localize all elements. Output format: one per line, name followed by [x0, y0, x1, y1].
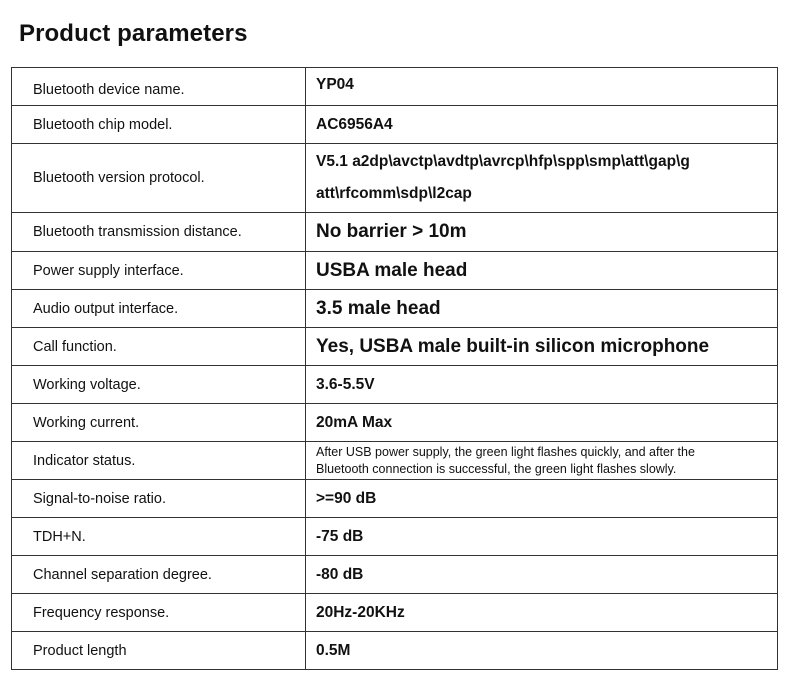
param-value-line-1: After USB power supply, the green light flashes quickly, and after the: [316, 444, 695, 459]
param-value-text: YP04: [316, 76, 354, 93]
param-value-text: AC6956A4: [316, 115, 393, 133]
table-row: [12, 366, 778, 404]
page-title: Product parameters: [19, 20, 248, 47]
param-value-text: USBA male head: [316, 259, 468, 281]
param-value: [306, 556, 778, 594]
param-value-text: -75 dB: [316, 527, 364, 545]
param-label: Bluetooth device name.: [12, 68, 306, 106]
param-label: Bluetooth chip model.: [12, 106, 306, 144]
table-row: [12, 290, 778, 328]
param-label: Indicator status.: [12, 442, 306, 480]
table-row: [12, 518, 778, 556]
table-row: [12, 556, 778, 594]
table-row: [12, 68, 778, 106]
table-row: [12, 442, 778, 480]
table-row: [12, 632, 778, 670]
param-label: Frequency response.: [12, 594, 306, 632]
param-value-text: >=90 dB: [316, 489, 377, 507]
param-label: Working current.: [12, 404, 306, 442]
table-row: [12, 252, 778, 290]
param-value-text: 20Hz-20KHz: [316, 603, 405, 621]
param-label: Call function.: [12, 328, 306, 366]
table-row: [12, 144, 778, 213]
param-value: [306, 328, 778, 366]
parameters-table: [11, 67, 778, 670]
param-value-text: 0.5M: [316, 641, 351, 659]
param-label: Product length: [12, 632, 306, 670]
param-value-text: Yes, USBA male built-in silicon microphone: [316, 335, 710, 357]
param-value-text: -80 dB: [316, 565, 364, 583]
param-label: Signal-to-noise ratio.: [12, 480, 306, 518]
param-value: [306, 144, 778, 213]
param-label: Working voltage.: [12, 366, 306, 404]
table-row: [12, 594, 778, 632]
table-row: [12, 213, 778, 252]
param-label: TDH+N.: [12, 518, 306, 556]
param-value-line-1: V5.1 a2dp\avctp\avdtp\avrcp\hfp\spp\smp\att\gap\g: [316, 153, 690, 170]
param-label: Bluetooth version protocol.: [12, 144, 306, 213]
param-label: Audio output interface.: [12, 290, 306, 328]
param-value: [306, 518, 778, 556]
table-row: [12, 106, 778, 144]
param-value-text: No barrier > 10m: [316, 221, 467, 242]
param-label: Power supply interface.: [12, 252, 306, 290]
param-value: [306, 404, 778, 442]
param-label: Bluetooth transmission distance.: [12, 213, 306, 252]
param-value-text: 3.6-5.5V: [316, 375, 375, 393]
param-value: [306, 106, 778, 144]
param-value: [306, 68, 778, 106]
param-value: [306, 290, 778, 328]
param-value: [306, 480, 778, 518]
param-value-line-2: Bluetooth connection is successful, the green light flashes slowly.: [316, 461, 677, 476]
param-label: Channel separation degree.: [12, 556, 306, 594]
table-row: [12, 480, 778, 518]
param-value: [306, 366, 778, 404]
param-value-text: 20mA Max: [316, 413, 393, 431]
param-value-text: 3.5 male head: [316, 297, 441, 319]
table-row: [12, 328, 778, 366]
param-value: [306, 594, 778, 632]
param-value: [306, 252, 778, 290]
param-value-line-2: att\rfcomm\sdp\l2cap: [316, 185, 472, 202]
table-row: [12, 404, 778, 442]
param-value: [306, 632, 778, 670]
param-value: [306, 213, 778, 252]
param-value: [306, 442, 778, 480]
